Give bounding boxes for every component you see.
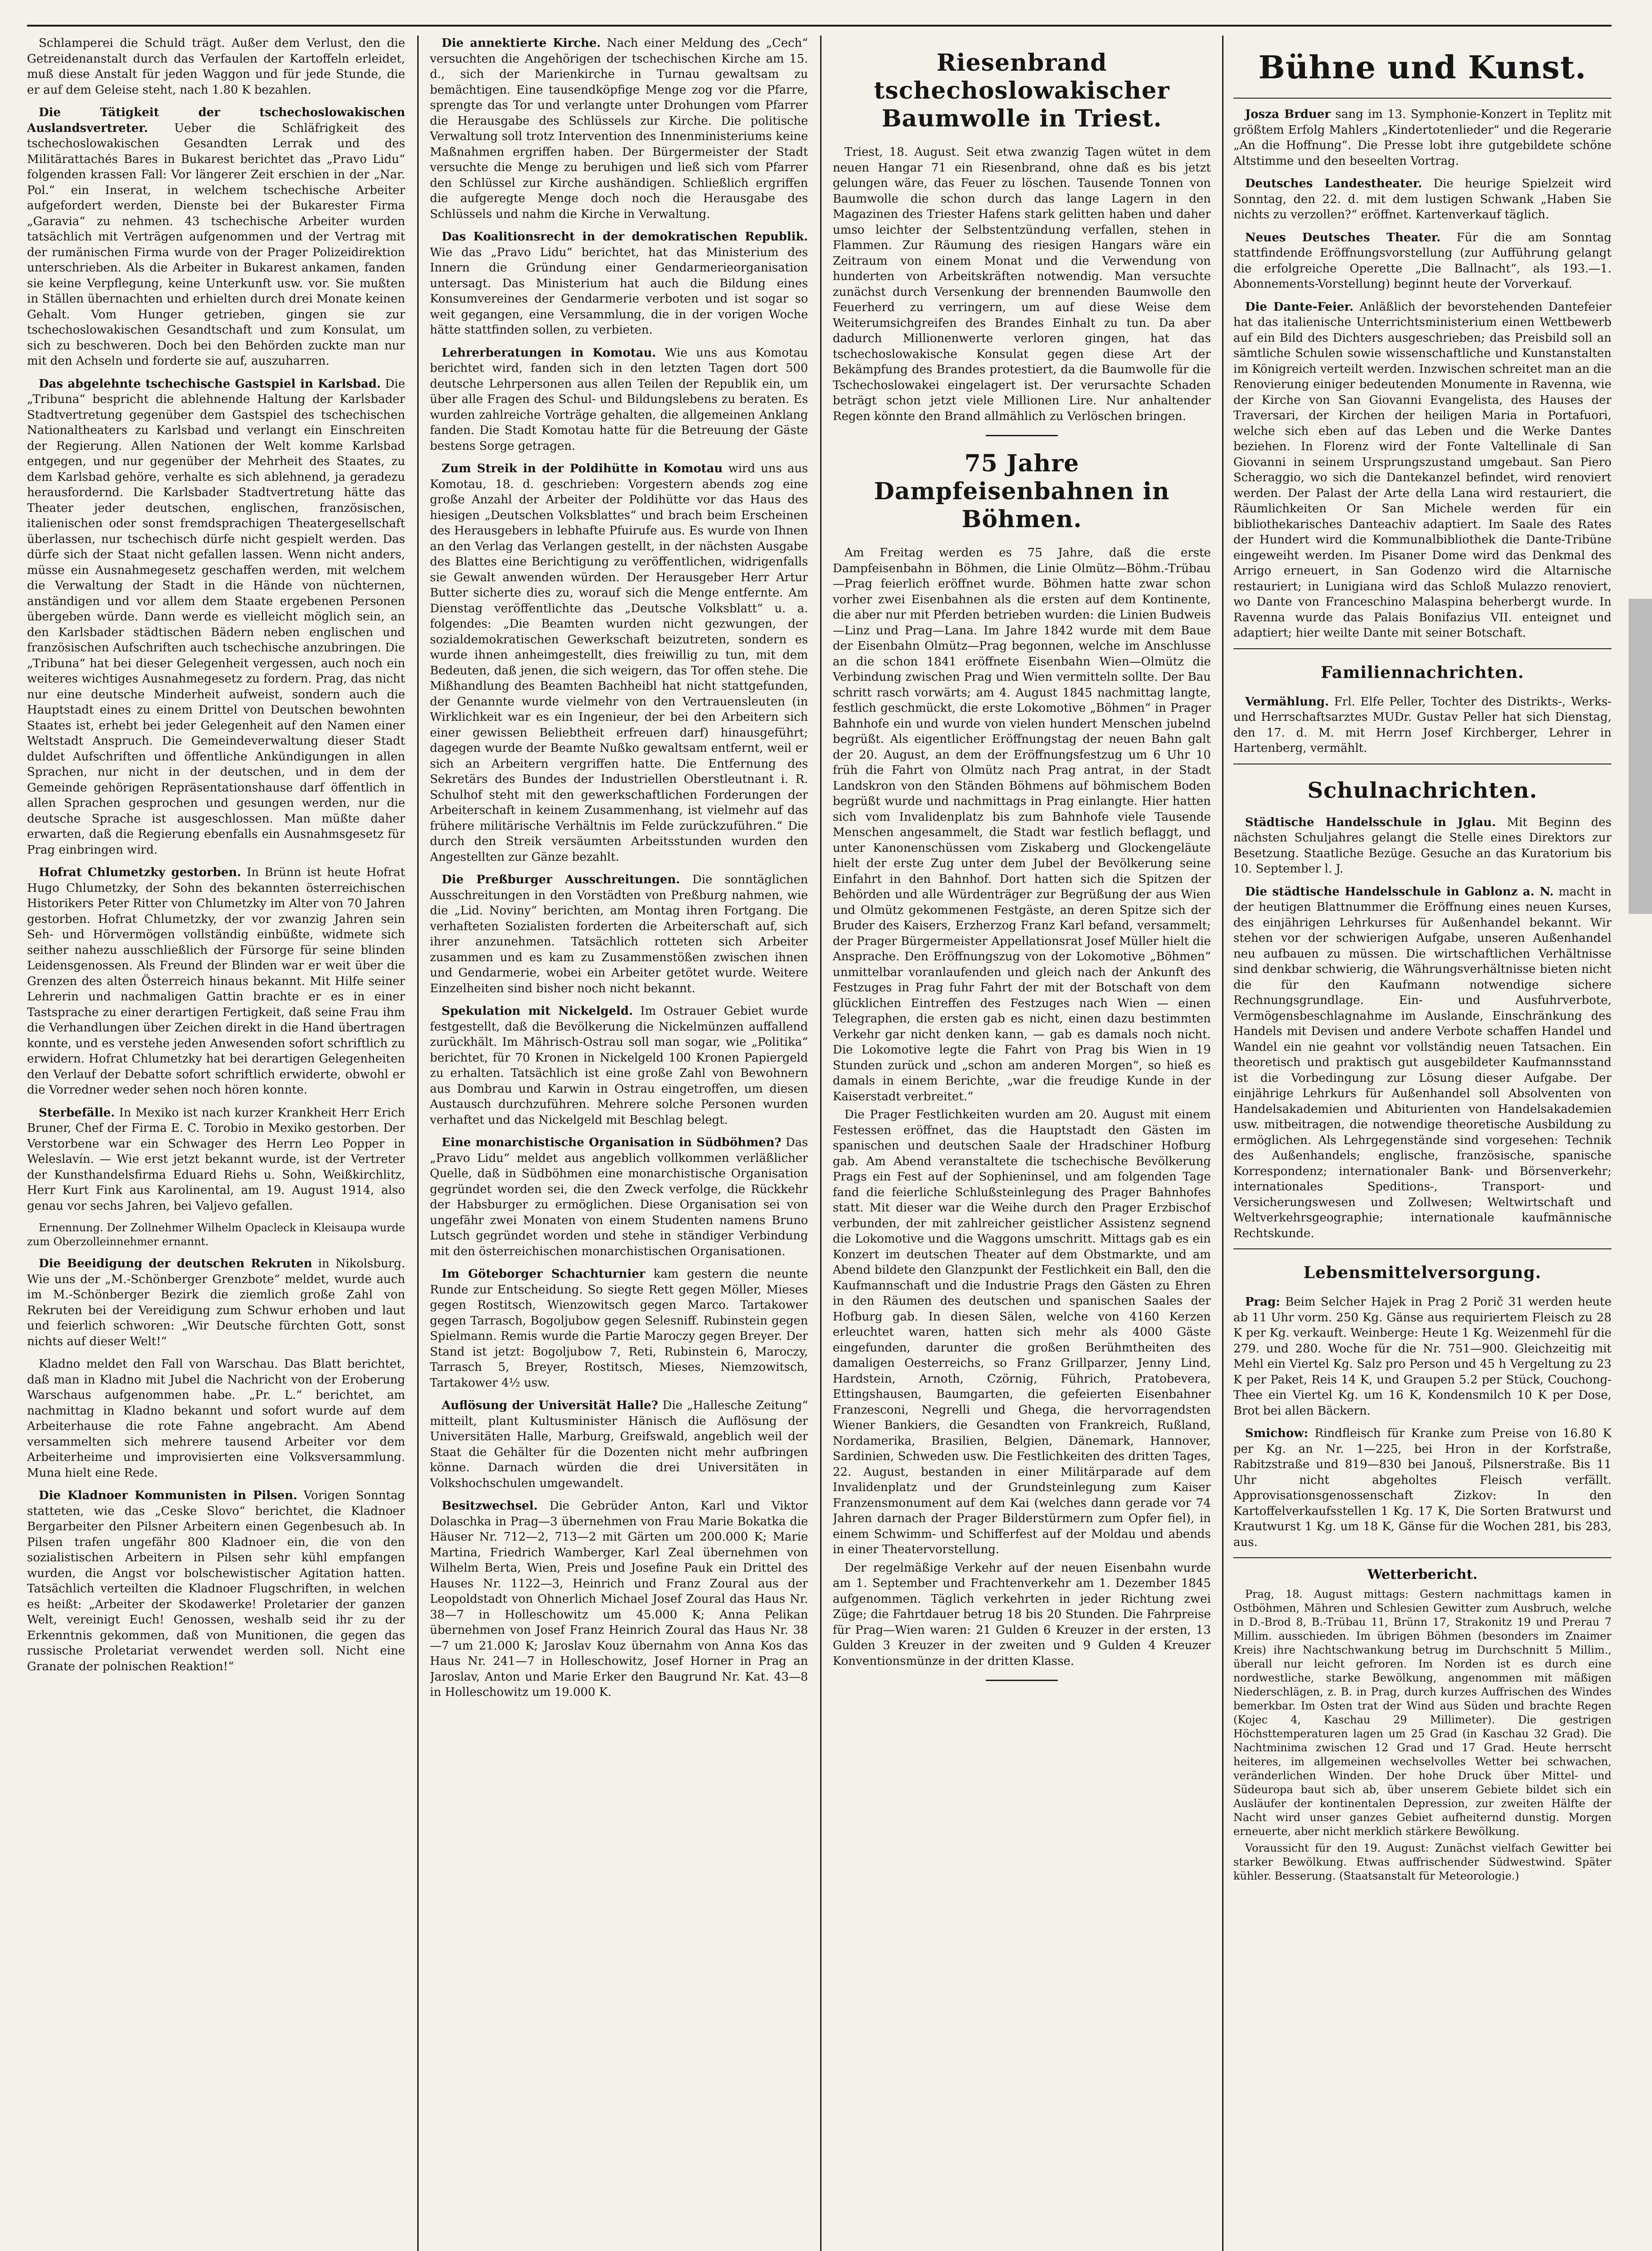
- article-text: [27, 865, 405, 1098]
- article-body: Ueber die Schläfrigkeit des tschechoslowakischen Gesandten Lerrak und des Militärattachés Bares in Bukarest berichtet das „Pravo Lidu“ folgenden krassen Fall: Vor längerer Zeit erschien in der „Nar. Pol.“ ein Inserat, in welchem tschechische Arbeiter aufgefordert werden, Dienste bei der Bukarester Firma „Garavia“ zu nehmen. 43 tschechische Arbeiter wurden tatsächlich mit Verträgen aufgenommen und der Vertrag mit der rumänischen Firma wurde von der Prager Polizeidirektion unterschrieben. Als die Arbeiter in Bukarest ankamen, fanden sie keine Verpflegung, keine Unterkunft usw. vor. Sie mußten in Ställen übernachten und erhielten durch drei Monate keinen Gehalt. Vom Hunger getrieben, gingen sie zur tschechoslowakischen Gesandtschaft und zum Konsulat, um sich zu beschweren. Doch bei den Behörden zuckte man nur mit den Achseln und forderte sie auf, auszuharren.: [27, 121, 405, 368]
- article-body: sang im 13. Symphonie-Konzert in Teplitz mit größtem Erfolg Mahlers „Kindertotenlieder“ und die Regerarie „An die Hoffnung“. Die Presse lobt ihre gutgebildete schöne Altstimme und den beseelten Vortrag.: [1233, 108, 1611, 168]
- column-rule: [417, 36, 419, 2251]
- article-wetter: [1233, 1587, 1611, 1883]
- section-divider: [1233, 1248, 1611, 1249]
- article-text: Die Prager Festlichkeiten wurden am 20. August mit einem Festessen eröffnet, das die Hauptstadt den Gästen im spanischen und deutschen Saale der Hradschiner Hofburg gab. Am Abend veranstaltete die tschechische Bevölkerung Prags ein Fest auf der Sophieninsel, und am folgenden Tage fand die feierliche Schlußsteinlegung des Prager Bahnhofes statt. Mit dieser war die Weihe durch den Prager Erzbischof verbunden, der mit zahlreicher geistlicher Assistenz segnend die Lokomotive und die Waggons umschritt. Mittags gab es ein Konzert im deutschen Theater auf dem Obstmarkte, und am Abend bildete den Glanzpunkt der Festlichkeit ein Ball, den die Kaufmannschaft und die Industrie Prags den Gästen zu Ehren in den Räumen des deutschen und spanischen Saales der Hofburg gab. In diesen Sälen, welche von 4160 Kerzen erleuchtet waren, hatten sich mehr als 4000 Gäste eingefunden, darunter die großen Berühmtheiten des damaligen Oesterreichs, so Franz Grillparzer, Jenny Lind, Hardstein, Arnoth, Czörnig, Führich, Pratobevera, Ettingshausen, Baumgarten, die gefeierten Eisenbahner Franzesconi, Negrelli und Ghega, die hervorragendsten Wiener Bankiers, die Gesandten von Frankreich, Rußland, Nordamerika, Brasilien, Belgien, Dänemark, Hannover, Sardinien, Schweden usw. Die Festlichkeiten des dritten Tages, 22. August, bestanden in einer Militärparade auf dem Invalidenplatz und der Grundsteinlegung zum Kaiser Franzensmonument auf dem Kai (welches dann gerade vor 74 Jahren darnach der Prager Bilderstürmern zum Opfer fiel), in einem Schwimm- und Schifferfest auf der Moldau und abends in einer Theatervorstellung.: [833, 1108, 1211, 1556]
- column-3: [833, 36, 1211, 2251]
- article-text: [1233, 884, 1611, 1242]
- article-text: Prag, 18. August mittags: Gestern nachmittags kamen in Ostböhmen, Mähren und Schlesien Gewitter zum Ausbruch, welche in D.-Brod 8, B.-Trübau 11, Brünn 17, Strakonitz 19 und Prerau 7 Millim. ausschieden. Im übrigen Böhmen (besonders im Znaimer Kreis) ihre Nachtschwankung betrug im Durchschnitt 5 Millim., überall nur leicht gefroren. Im Norden ist es durch eine nordwestliche, starke Bewölkung, angenommen mit mäßigen Niederschlägen, z. B. in Prag, durch kurzes Auffrischen des Windes bemerkbar. Im Osten trat der Wind aus Süden und brachte Regen (Kojec 4, Kaschau 29 Millimeter). Die gestrigen Höchsttemperaturen lagen um 25 Grad (in Kaschau 32 Grad). Die Nachtminima zwischen 12 Grad und 17 Grad. Heute herrscht heiteres, im allgemeinen wechselvolles Wetter bei schwachen, veränderlichen Winden. Der hohe Druck über Mittel- und Südeuropa baut sich ab, über unserem Gebiete bildet sich ein Ausläufer der kontinentalen Depression, zur zweiten Hälfte der Nacht wird unser ganzes Gebiet aufheiternd dunstig. Morgen erneuerte, aber nicht merklich stärkere Bewölkung.: [1233, 1587, 1611, 1838]
- article-text: [27, 1105, 405, 1214]
- article: [27, 1356, 405, 1481]
- article-body: macht in der heutigen Blattnummer die Eröffnung eines neuen Kurses, des einjährigen Lehrkurses für Außenhandel bekannt. Wir stehen vor der schwierigen Aufgabe, unseren Außenhandel neu aufbauen zu müssen. Die wirtschaftlichen Verhältnisse sind denkbar schwierig, die Währungsverhältnisse bieten nicht die für den Kaufmann notwendige sichere Rechnungsgrundlage. Ein- und Ausfuhrverbote, Vermögensbeschlagnahme im Auslande, Einschränkung des Handels mit Devisen und andere Verbote schaffen Handel und Wandel ein nie geahnt vor vollständig neuen Tatsachen. Ein theoretisch und praktisch gut ausgebildeter Kaufmannsstand ist die Vorbedingung zur Lösung dieser Aufgabe. Der einjährige Lehrkurs für Außenhandel soll Absolventen von Handelsakademien und Abiturienten von Handelsakademien usw. mitbeitragen, die notwendige theoretische Ausbildung zu ermöglichen. Als Lehrgegenstände sind vorgesehen: Technik des Außenhandels; englische, französische, spanische Korrespondenz; internationaler Bank- und Börsenverkehr; internationales Speditions-, Transport- und Versicherungswesen und Zollwesen; Weltwirtschaft und Weltverkehrsgeographie; internationale kaufmännische Rechtskunde.: [1233, 885, 1611, 1240]
- article-body: Wie uns aus Komotau berichtet wird, fanden sich in den letzten Tagen dort 500 deutsche Lehrpersonen aus allen Teilen der Republik ein, um über alle Fragen des Schul- und Bildungslebens zu beraten. Es wurden zahlreiche Vorträge gehalten, die allgemeinen Anklang fanden. Die Stadt Komotau hatte für die Betreuung der Gäste bestens Sorge getragen.: [430, 346, 808, 453]
- article-text: [27, 1221, 405, 1249]
- article-lead: Josza Brduer: [1245, 108, 1331, 121]
- article-body: Nach einer Meldung des „Cech“ versuchten die Angehörigen der tschechischen Kirche am 15. d., sich der Marienkirche in Turnau gewaltsam zu bemächtigen. Eine tausendköpfige Menge zog vor die Pfarre, sprengte das Tor und verlangte unter Drohungen vom Pfarrer die Herausgabe des Schlüssels zur Kirche. Die politische Verwaltung soll trotz Intervention des Innenministeriums keine Maßnahmen ergriffen haben. Der Bürgermeister der Stadt versuchte die Menge zu beruhigen und ließ sich vom Pfarrer den Schlüssel zur Kirche aushändigen. Schließlich ergriffen die aufgeregte Menge doch noch die Herausgabe des Schlüssels und nahm die Kirche in Verwaltung.: [430, 36, 808, 221]
- article-text: [430, 36, 808, 222]
- article-lead: Die Preßburger Ausschreitungen.: [442, 873, 680, 886]
- article-lead: Deutsches Landestheater.: [1245, 177, 1422, 190]
- article-body: Die Gebrüder Anton, Karl und Viktor Dolaschka in Prag—3 übernehmen von Frau Marie Bokatka die Häuser Nr. 712—2, 713—2 mit Gärten um 200.000 K; Marie Martina, Friedrich Wamberger, Karl Zeal übernehmen von Wilhelm Berta, Wien, Preis und Josefine Pauk ein Drittel des Hauses Nr. 1122—3, Heinrich und Franz Zoural aus der Leopoldstadt von Ohnerlich Michael Josef Zoural das Haus Nr. 38—7 in Holleschowitz um 45.000 K; Anna Pelikan übernehmen von Josef Franz Heinrich Zoural das Haus Nr. 38—7 um 21.000 K; Jaroslav Kouz übernahm von Anna Kos das Haus Nr. 241—7 in Holleschowitz, Josef Horner in Prag an Jaroslav, Anton und Marie Erker den Baugrund Nr. Kat. 43—8 in Holleschowitz um 19.000 K.: [430, 1499, 808, 1699]
- article-text: Am Freitag werden es 75 Jahre, daß die erste Dampfeisenbahn in Böhmen, die Linie Olmütz—Böhm.-Trübau—Prag feierlich eröffnet wurde. Böhmen hatte zwar schon vorher zwei Eisenbahnen als die ersten auf dem Kontinente, die aber nur mit Pferden betrieben wurden: die Linien Budweis—Linz und Prag—Lana. Im Jahre 1842 wurde mit dem Baue der Eisenbahn Olmütz—Prag begonnen, welche im Anschlusse an die schon 1841 eröffnete Eisenbahn Wien—Olmütz die Verbindung zwischen Prag und Wien vermitteln sollte. Der Bau schritt rasch vorwärts; am 4. August 1845 nachmittag langte, festlich geschmückt, die erste Lokomotive „Böhmen“ in Prager Bahnhofe ein und wurde von vielen hundert Menschen jubelnd begrüßt. Als eigentlicher Eröffnungstag der neuen Bahn galt der 20. August, an dem der Eröffnungsfestzug um 6 Uhr 10 früh die Fahrt von Olmütz nach Prag antrat, in der Stadt Landskron von den Ständen Böhmens auf böhmischem Boden begrüßt wurde und nachmittags in Prag einlangte. Hier hatten sich vom Invalidenplatz bis zum Bahnhofe viele Tausende Menschen angesammelt, die Stadt war festlich beflaggt, und unter Kanonenschüssen vom Ziskaberg und Glockengeläute hielt der erste Zug unter dem Jubel der Bevölkerung seine Einfahrt in den Bahnhof. Dort hatten sich die Spitzen der Behörden und alle Würdenträger zur Begrüßung der aus Wien und Olmütz gekommenen Festgäste, an deren Spitze sich der Bruder des Kaisers, Erzherzog Franz Karl befand, versammelt; der Prager Bürgermeister Appellationsrat Josef Müller hielt die Ansprache. Den Eröffnungszug von der Lokomotive „Böhmen“ unmittelbar voranlaufenden und gleich nach der Ankunft des Festzuges in Prag fuhr Fahrt der mit der Botschaft von dem glücklichen Eintreffen des Festzuges nach Wien — einen Telegraphen, die ersten gab es nicht, einen dazu bestimmten Verkehr gar nicht denken kann, — gab es damals noch nicht. Die Lokomotive legte die Fahrt von Prag bis Wien in 19 Stunden zurück und „schon am anderen Morgen“, so hieß es damals in einem Berichte, „war die freudige Kunde in der Kaiserstadt verbreitet.“: [833, 546, 1211, 1103]
- article: [430, 1003, 808, 1128]
- article-text: [430, 1266, 808, 1391]
- article-text: Der regelmäßige Verkehr auf der neuen Eisenbahn wurde am 1. September und Frachtenverkehr am 1. Dezember 1845 aufgenommen. Täglich verkehrten in jeder Richtung zwei Züge; die Fahrtdauer betrug 18 bis 20 Stunden. Die Fahrpreise für Prag—Wien waren: 21 Gulden 6 Kreuzer in der ersten, 13 Gulden 3 Kreuzer in der zweiten und 9 Gulden 4 Kreuzer Konventionsmünze in der dritten Klasse.: [833, 1561, 1211, 1668]
- article-body: Vorigen Sonntag statteten, wie das „Ceske Slovo“ berichtet, die Kladnoer Bergarbeiter den Pilsner Arbeitern einen Gegenbesuch ab. In Pilsen trafen ungefähr 800 Kladnoer ein, die von den sozialistischen Arbeitern in Pilsen sehr kühl empfangen wurden, die Angst vor bolschewistischer Agitation hatten. Tatsächlich verteilten die Kladnoer Flugschriften, in welchen es heißt: „Arbeiter der Skodawerke! Proletarier der ganzen Welt, vereinigt Euch! Genossen, weshalb seid ihr zu der Erkenntnis gekommen, daß von Munitionen, die gegen das russische Proletariat verwendet werden soll. Nicht eine Granate der polnischen Reaktion!“: [27, 1489, 405, 1673]
- article-text: Voraussicht für den 19. August: Zunächst vielfach Gewitter bei starker Bewölkung. Etwas auffrischender Südwestwind. Später kühler. Besserung. (Staatsanstalt für Meteorologie.): [1233, 1841, 1611, 1882]
- article: [1233, 230, 1611, 292]
- headline-lebensmittel: Lebensmittelversorgung.: [1303, 1263, 1542, 1282]
- article-text: [430, 229, 808, 338]
- article-text: [27, 1256, 405, 1349]
- article-body: Die heurige Spielzeit wird Sonntag, den 22. d. mit dem lustigen Schwank „Haben Sie nichts zu verzollen?“ eröffnet. Kartenverkauf täglich.: [1233, 177, 1611, 221]
- article-lead: Die Beeidigung der deutschen Rekruten: [39, 1257, 312, 1270]
- article-body: Schlamperei die Schuld trägt. Außer dem Verlust, den die Getreidenanstalt durch das Verfaulen der Kartoffeln erleidet, muß diese Anstalt für jeden Waggon und für jede Stunde, die er auf dem Geleise steht, nach 1.80 K bezahlen.: [27, 36, 405, 97]
- headline-riesenbrand: Riesenbrand tschechoslowakischer Baumwolle in Triest.: [874, 49, 1170, 132]
- article-lead: Spekulation mit Nickelgeld.: [442, 1004, 633, 1018]
- article-text: [1233, 176, 1611, 223]
- article-riesenbrand: [833, 145, 1211, 424]
- article-body: Die sonntäglichen Ausschreitungen in den Vorstädten von Preßburg nahmen, wie die „Lid. Noviny“ berichten, am Montag ihren Fortgang. Die verhafteten Sozialisten forderten die Arbeiterschaft auf, sich ihrer anzunehmen. Tatsächlich rotteten sich Arbeiter zusammen und es kam zu Zusammenstößen zwischen ihnen und Gendarmerie, wobei ein Arbeiter getötet wurde. Weitere Einzelheiten sind bisher noch nicht bekannt.: [430, 873, 808, 995]
- column-1: [27, 36, 405, 2251]
- headline-buehne: Bühne und Kunst.: [1258, 49, 1587, 86]
- article-lead: Die annektierte Kirche.: [442, 36, 601, 50]
- article-text: [430, 1398, 808, 1491]
- article: [27, 376, 405, 858]
- article-body: Wie das „Pravo Lidu“ berichtet, hat das Ministerium des Innern die Gründung einer Gendarmerieorganisation untersagt. Das Ministerium hat auch die Bildung eines Konsumvereines der Gendarmerie verboten und ist sogar so weit gegangen, eine Versammlung, die in der vorigen Woche hätte stattfinden sollen, zu verbieten.: [430, 245, 808, 337]
- article-text: [27, 36, 405, 98]
- article: [27, 1488, 405, 1674]
- article-text: [1233, 299, 1611, 641]
- article: [27, 1256, 405, 1349]
- article-text: [430, 872, 808, 996]
- article-lead: Zum Streik in der Poldihütte in Komotau: [442, 462, 723, 475]
- article-text: [1233, 107, 1611, 169]
- article-text: [430, 345, 808, 454]
- article-lead: Eine monarchistische Organisation in Südböhmen?: [442, 1136, 781, 1149]
- section-divider: [986, 435, 1058, 436]
- article-body: In Mexiko ist nach kurzer Krankheit Herr Erich Bruner, Chef der Firma E. C. Torobio in Mexiko gestorben. Der Verstorbene war ein Schwager des Herrn Leo Popper in Weleslavín. — Wie erst jetzt bekannt wurde, ist der Vertreter der Kunsthandelsfirma Eduard Riehs u. Sohn, Weißkirchlitz, Herr Kurt Fink aus Karolinental, am 19. August 1914, also genau vor sechs Jahren, bei Valjevo gefallen.: [27, 1106, 405, 1213]
- article-text: [27, 105, 405, 369]
- article-text: [1233, 694, 1611, 756]
- article-eisenbahn: [833, 545, 1211, 1669]
- article-body: wird uns aus Komotau, 18. d. geschrieben: Vorgestern abends zog eine große Anzahl der Arbeiter der Poldihütte vor das Haus des hiesigen „Deutschen Volksblattes“ und brach beim Erscheinen des Herausgebers in lebhafte Pfuirufe aus. Es wurde von Ihnen an den Verlag das Verlangen gestellt, in der nächsten Ausgabe des Blattes eine Berichtigung zu veröffentlichen, widrigenfalls sie Gewalt anwenden würden. Der Herausgeber Herr Artur Butter sicherte dies zu, worauf sich die Menge entfernte. Am Dienstag veröffentlichte das „Deutsche Volksblatt“ u. a. folgendes: „Die Beamten wurden nicht gezwungen, der sozialdemokratischen Gewerkschaft beizutreten, sondern es wurde ihnen anheimgestellt, dies freiwillig zu tun, mit dem Bedeuten, daß jenen, die sich weigern, das Tor offen stehe. Die Mißhandlung des Beamten Bachheibl hat nicht stattgefunden, der Genannte wurde vielmehr von den Vertrauensleuten (in Wirklichkeit war es ein Ingenieur, der bei den Arbeitern sich einer gewissen Beliebtheit erfreuen darf) hinausgeführt; dagegen wurde der Beamte Nußko gewaltsam entfernt, weil er sich an Arbeitern vergriffen hatte. Die Entfernung des Sekretärs des Bundes der Industriellen Oberstleutnant i. R. Schulhof steht mit den gewerkschaftlichen Forderungen der Arbeiterschaft in keinem Zusammenhang, ist vielmehr auf das frühere militärische Verhältnis im Felde zurückzuführen.“ Die durch den Streik versäumten Arbeitsstunden wurden den Angestellten zur Gänze bezahlt.: [430, 462, 808, 864]
- article-lead: Prag:: [1245, 1295, 1280, 1309]
- article-body: Frl. Elfe Peller, Tochter des Distrikts-, Werks- und Herrschaftsarztes MUDr. Gustav Peller hat sich Dienstag, den 17. d. M. mit Herrn Josef Kirchberger, Lehrer in Hartenberg, vermählt.: [1233, 695, 1611, 755]
- article-text: Triest, 18. August. Seit etwa zwanzig Tagen wütet in dem neuen Hangar 71 ein Riesenbrand, ohne daß es bis jetzt gelungen wäre, das Feuer zu löschen. Tausende Tonnen von Baumwolle die schon durch das lange Lagern in den Magazinen des Triester Hafens stark gelitten haben und daher umso leichter der Selbstentzündung verfallen, stehen in Flammen. Zur Räumung des riesigen Hangars wäre ein Zeitraum von einem Monat und die Verwendung von hunderten von Arbeitskräften notwendig. Man versuchte zunächst durch Versenkung der brennenden Baumwolle den Feuerherd zu verringern, um auf diese Weise dem Weiterumsichgreifen des Brandes Einhalt zu tun. Da aber dadurch Millionenwerte verloren gingen, hat das tschechoslowakische Konsulat gegen diese Art der Bekämpfung des Brandes protestiert, da die Baumwolle für die Tschechoslowakei eingelagert ist. Der verursachte Schaden beträgt schon jetzt viele Millionen Lire. Nur anhaltender Regen könnte den Brand allmählich zu Verlöschen bringen.: [833, 145, 1211, 423]
- article-body: Die „Tribuna“ bespricht die ablehnende Haltung der Karlsbader Stadtvertretung gegenüber dem Gastspiel des tschechischen Nationaltheaters zu Karlsbad und verlangt ein Einschreiten der Regierung. Allen Nationen der Welt komme Karlsbad entgegen, und nur gegenüber der Mehrheit des Staates, zu dem Karlsbad gehöre, verhalte es sich ablehnend, ja geradezu herausfordernd. Die Karlsbader Stadtvertretung hätte das Theater jeder deutschen, englischen, französischen, italienischen oder sonst fremdsprachigen Theatergesellschaft überlassen, nur tschechisch dürfe nicht gespielt werden. Das dürfe sich der Staat nicht gefallen lassen. Wenn nicht anders, müsse ein Ausnahmegesetz geschaffen werden, mit welchem die Verwaltung der Stadt in die Hände von nüchternen, anständigen und vor allem dem Staate ergebenen Personen übergeben würde. Dann werde es vielleicht möglich sein, an den Karlsbader städtischen Bädern neben englischen und französischen Aufschriften auch tschechische anzubringen. Die „Tribuna“ hat bei dieser Gelegenheit vergessen, auch noch ein weiteres wichtiges Ausnahmegesetz zu fordern. Prag, das nicht nur eine deutsche Minderheit aufweist, sondern auch die Hauptstadt eines zu einem Drittel von Deutschen bewohnten Staates ist, erhebt bei jeder Gelegenheit auf den Namen einer Weltstadt Anspruch. Die Gemeindeverwaltung dieser Stadt duldet Aufschriften und öffentliche Ankündigungen in allen Sprachen, nur nicht in der deutschen, und in dem der Gemeinde gehörigen Repräsentationshause darf öffentlich in allen Sprachen gesprochen und gesungen werden, nur die deutsche Sprache ist ausgeschlossen. Man müßte daher erwarten, daß die Regierung ebenfalls ein Ausnahmsgesetz für Prag einbringen wird.: [27, 377, 405, 857]
- article-text: [27, 1356, 405, 1481]
- article-text: [27, 1488, 405, 1674]
- headline-familie: Familiennachrichten.: [1321, 663, 1524, 682]
- article-body: Anläßlich der bevorstehenden Dantefeier hat das italienische Unterrichtsministerium einen Wettbewerb auf ein Bild des Dichters ausgeschrieben; das Preisbild soll an sämtliche Schulen sowie wissenschaftliche und Kunstanstalten im Königreich verteilt werden. Inzwischen schreitet man an die Renovierung einiger bedeutenden Monumente in Ravenna, wie der Kirche von San Giovanni Evangelista, des Hauses der Traversari, der Kirchen der heiligen Maria in Portafuori, welche sich eben auf das Leben und die Werke Dantes beziehen. In Florenz wird der Fonte Valtellinale di San Giovanni in seinem Ursprungszustand umgebaut. San Piero Scheraggio, wo sich die Dantekanzel befindet, wird renoviert werden. Der Palast der Arte della Lana wird restauriert, die Räumlichkeiten Or San Michele werden für ein bibliothekarisches Danteachiv adaptiert. Im Saale des Rates der Hundert wird die Kommunalbibliothek die Dante-Tribüne eingeweiht werden. Im Pisaner Dome wird das Denkmal des Arrigo erneuert, in San Godenzo wird die Altarnische restauriert; in Lunigiana wird das Schloß Mulazzo renoviert, wo Dante von Franceschino Malaspina beherbergt wurde. In Ravenna wurde das Palais Bonifazius VII. enteignet und adaptiert; hier weilte Dante mit seiner Botschaft.: [1233, 300, 1611, 640]
- article-lead: Die Dante-Feier.: [1245, 300, 1354, 314]
- article: [1233, 884, 1611, 1242]
- article-lead: Vermählung.: [1245, 695, 1329, 709]
- article-schule: [1233, 815, 1611, 1242]
- article: [27, 1221, 405, 1249]
- article: [1233, 107, 1611, 169]
- article-body: Für die am Sonntag stattfindende Eröffnungsvorstellung (zur Aufführung gelangt die erfolgreiche Operette „Die Ballnacht“, als 193.—1. Abonnements-Vorstellung) beginnt heute der Vorverkauf.: [1233, 231, 1611, 291]
- article-body: Im Ostrauer Gebiet wurde festgestellt, daß die Bevölkerung die Nickelmünzen auffallend zurückhält. Im Mährisch-Ostrau soll man sogar, wie „Politika“ berichtet, für 70 Kronen in Nickelgeld 100 Kronen Papiergeld zu erhalten. Tatsächlich ist eine große Zahl von Bewohnern aus Dombrau und Karwin in Ostrau eingetroffen, um diesen Austausch durchzuführen. Mehrere solche Personen wurden verhaftet und das Nickelgeld mit Beschlag belegt.: [430, 1004, 808, 1127]
- column-rule: [1222, 36, 1223, 2251]
- article-text: [1233, 815, 1611, 877]
- article: [1233, 299, 1611, 641]
- article: [430, 36, 808, 222]
- article: [27, 105, 405, 369]
- newspaper-page: [27, 25, 1611, 2251]
- article-lead: Hofrat Chlumetzky gestorben.: [39, 866, 241, 879]
- section-divider: [1233, 98, 1611, 99]
- scan-edge-mark: [1629, 599, 1652, 914]
- column-4: [1233, 36, 1611, 2251]
- article-lead: Das Koalitionsrecht in der demokratischen Republik.: [442, 230, 808, 244]
- section-divider: [1233, 648, 1611, 649]
- article-lead: Lehrerberatungen in Komotau.: [442, 346, 656, 360]
- article: [430, 1135, 808, 1259]
- article-text: [27, 376, 405, 858]
- article-buehne: [1233, 107, 1611, 641]
- article: [430, 1266, 808, 1391]
- article-text: [430, 461, 808, 865]
- article-text: [1233, 1426, 1611, 1550]
- article: [1233, 1294, 1611, 1419]
- article-lead: Städtische Handelsschule in Jglau.: [1245, 815, 1496, 829]
- article-body: Das „Pravo Lidu“ meldet aus angeblich vollkommen verläßlicher Quelle, daß in Südböhmen eine monarchistische Organisation gegründet worden sei, die den Zweck verfolge, die Rückkehr der Habsburger zu ermöglichen. Diese Organisation sei von ungefähr zwei Monaten von einem Studenten namens Bruno Lutsch gegründet worden und stehe in ständiger Verbindung mit den österreichischen monarchistischen Organisationen.: [430, 1136, 808, 1258]
- article: [1233, 176, 1611, 223]
- article-body: in Nikolsburg. Wie uns der „M.-Schönberger Grenzbote“ meldet, wurde auch im M.-Schönberger Bezirk die ziemlich große Zahl von Rekruten bei der Vereidigung zum Schwur erhoben und laut und feierlich schworen: „Wir Deutsche fürchten Gott, sonst nichts auf dieser Welt!“: [27, 1257, 405, 1348]
- article-body: Ernennung. Der Zollnehmer Wilhelm Opacleck in Kleisaupa wurde zum Oberzolleinnehmer ernannt.: [27, 1221, 405, 1248]
- headline-schule: Schulnachrichten.: [1307, 777, 1538, 803]
- article: [430, 1398, 808, 1491]
- article-lead: Das abgelehnte tschechische Gastspiel in Karlsbad.: [39, 377, 381, 391]
- article-lead: Smichow:: [1245, 1427, 1309, 1440]
- headline-eisenbahn: 75 Jahre Dampfeisenbahnen in Böhmen.: [874, 450, 1170, 533]
- article-body: In Brünn ist heute Hofrat Hugo Chlumetzky, der Sohn des bekannten österreichischen Historikers Peter Ritter von Chlumetzky im Alter von 70 Jahren gestorben. Hofrat Chlumetzky, der vor zwanzig Jahren sein Seh- und Hörvermögen vollständig einbüßte, widmete sich seither nahezu ausschließlich der Fürsorge für seine blinden Leidensgenossen. Als Freund der Blinden war er weit über die Grenzen des alten Österreich hinaus bekannt. Mit Hilfe seiner Lehrerin und nachmaligen Gattin brachte er es in einer Tastsprache zu einer derartigen Fertigkeit, daß seine Frau ihm die Verhandlungen über Zeichen direkt in die Hand übertragen konnte, und es verstehe jeden Anwesenden sofort schriftlich zu erwidern. Hofrat Chlumetzky hat bei derartigen Gelegenheiten den Verlauf der Debatte sofort schriftlich erwiderte, obwohl er die Vorredner weder sehen noch hören konnte.: [27, 866, 405, 1097]
- article-body: Kladno meldet den Fall von Warschau. Das Blatt berichtet, daß man in Kladno mit Jubel die Nachricht von der Eroberung Warschaus aufgenommen habe. „Pr. L.“ berichtet, am nachmittag in Kladno bekannt und sofort wurde auf dem Arbeiterhause die rote Fahne angebracht. Am Abend versammelten sich mehrere tausend Arbeiter vor dem Arbeiterheime und improvisierten eine Volksversammlung. Muna hielt eine Rede.: [27, 1357, 405, 1480]
- article-body: kam gestern die neunte Runde zur Entscheidung. So siegte Rett gegen Möller, Mieses gegen Rostitsch, Wienzowitsch gegen Marco. Tartakower gegen Tarrasch, Bogoljubow gegen Selesniff. Rubinstein gegen Spielmann. Remis wurde die Partie Maroczy gegen Breyer. Der Stand ist jetzt: Bogoljubow 7, Reti, Rubinstein 6, Maroczy, Tarrasch 5, Breyer, Rostitsch, Mieses, Niemzowitsch, Tartakower 4½ usw.: [430, 1267, 808, 1390]
- article: [430, 461, 808, 865]
- article: [27, 1105, 405, 1214]
- article: [430, 345, 808, 454]
- article-text: [1233, 230, 1611, 292]
- article-body: Mit Beginn des nächsten Schuljahres gelangt die Stelle eines Direktors zur Besetzung. Staatliche Bezüge. Gesuche an das Kuratorium bis 10. September l. J.: [1233, 815, 1611, 876]
- article-lead: Die Tätigkeit der tschechoslowakischen Auslandsvertreter.: [27, 106, 405, 135]
- article-lead: Neues Deutsches Theater.: [1245, 231, 1441, 244]
- article-lead: Sterbefälle.: [39, 1106, 115, 1120]
- section-divider: [1233, 1557, 1611, 1558]
- article-lead: Die städtische Handelsschule in Gablonz a. N.: [1245, 885, 1554, 899]
- article-text: [430, 1498, 808, 1700]
- article: [27, 36, 405, 98]
- article-text: [430, 1135, 808, 1259]
- article-lead: Besitzwechsel.: [442, 1499, 538, 1513]
- article-familie: [1233, 694, 1611, 756]
- article-text: [430, 1003, 808, 1128]
- article-lead: Im Göteborger Schachturnier: [442, 1267, 645, 1281]
- article: [27, 865, 405, 1098]
- column-rule: [820, 36, 821, 2251]
- article-body: Rindfleisch für Kranke zum Preise von 16.80 K per Kg. an Nr. 1—225, bei Hron in der Korfstraße, Rabitzstraße und 819—830 bei Janouš, Pilsnerstraße. Bis 11 Uhr nicht abgeholtes Fleisch verfällt. Approvisationsgenossenschaft Zizkov: In den Kartoffelverkaufsstellen 1 Kg. 17 K, Die Sorten Bratwurst und Krautwurst 1 Kg. um 18 K, Gänse für die Wochen 281, bis 283, aus.: [1233, 1427, 1611, 1549]
- article: [430, 229, 808, 338]
- column-2: [430, 36, 808, 2251]
- article: [1233, 815, 1611, 877]
- article: [430, 1498, 808, 1700]
- headline-wetter: Wetterbericht.: [1367, 1567, 1478, 1582]
- article-lead: Die Kladnoer Kommunisten in Pilsen.: [39, 1489, 298, 1502]
- article: [430, 872, 808, 996]
- article-body: Die „Hallesche Zeitung“ mitteilt, plant Kultusminister Hänisch die Auflösung der Universitäten Halle, Marburg, Greifswald, angeblich weil der Staat die Gehälter für die Dozenten nicht mehr aufbringen könne. Darnach würden die drei Universitäten in Volkshochschulen umgewandelt.: [430, 1399, 808, 1490]
- article-lead: Auflösung der Universität Halle?: [442, 1399, 658, 1412]
- article: [1233, 1426, 1611, 1550]
- article-lebensmittel: [1233, 1294, 1611, 1550]
- article-text: [1233, 1294, 1611, 1419]
- article-body: Beim Selcher Hajek in Prag 2 Porič 31 werden heute ab 11 Uhr vorm. 250 Kg. Gänse aus requiriertem Fleisch zu 28 K per Kg. verkauft. Weinberge: Heute 1 Kg. Weizenmehl für die 279. und 280. Woche für die Nr. 751—900. Gleichzeitig mit Mehl ein Viertel Kg. Salz pro Person und 45 h Vergeltung zu 23 K per Paket, Reis 14 K, und Graupen 5.2 per Stück, Couchong-Thee ein Viertel Kg. um 16 K, Kondensmilch 10 K per Dose, Brot bei allen Bäckern.: [1233, 1295, 1611, 1418]
- section-divider: [986, 1680, 1058, 1681]
